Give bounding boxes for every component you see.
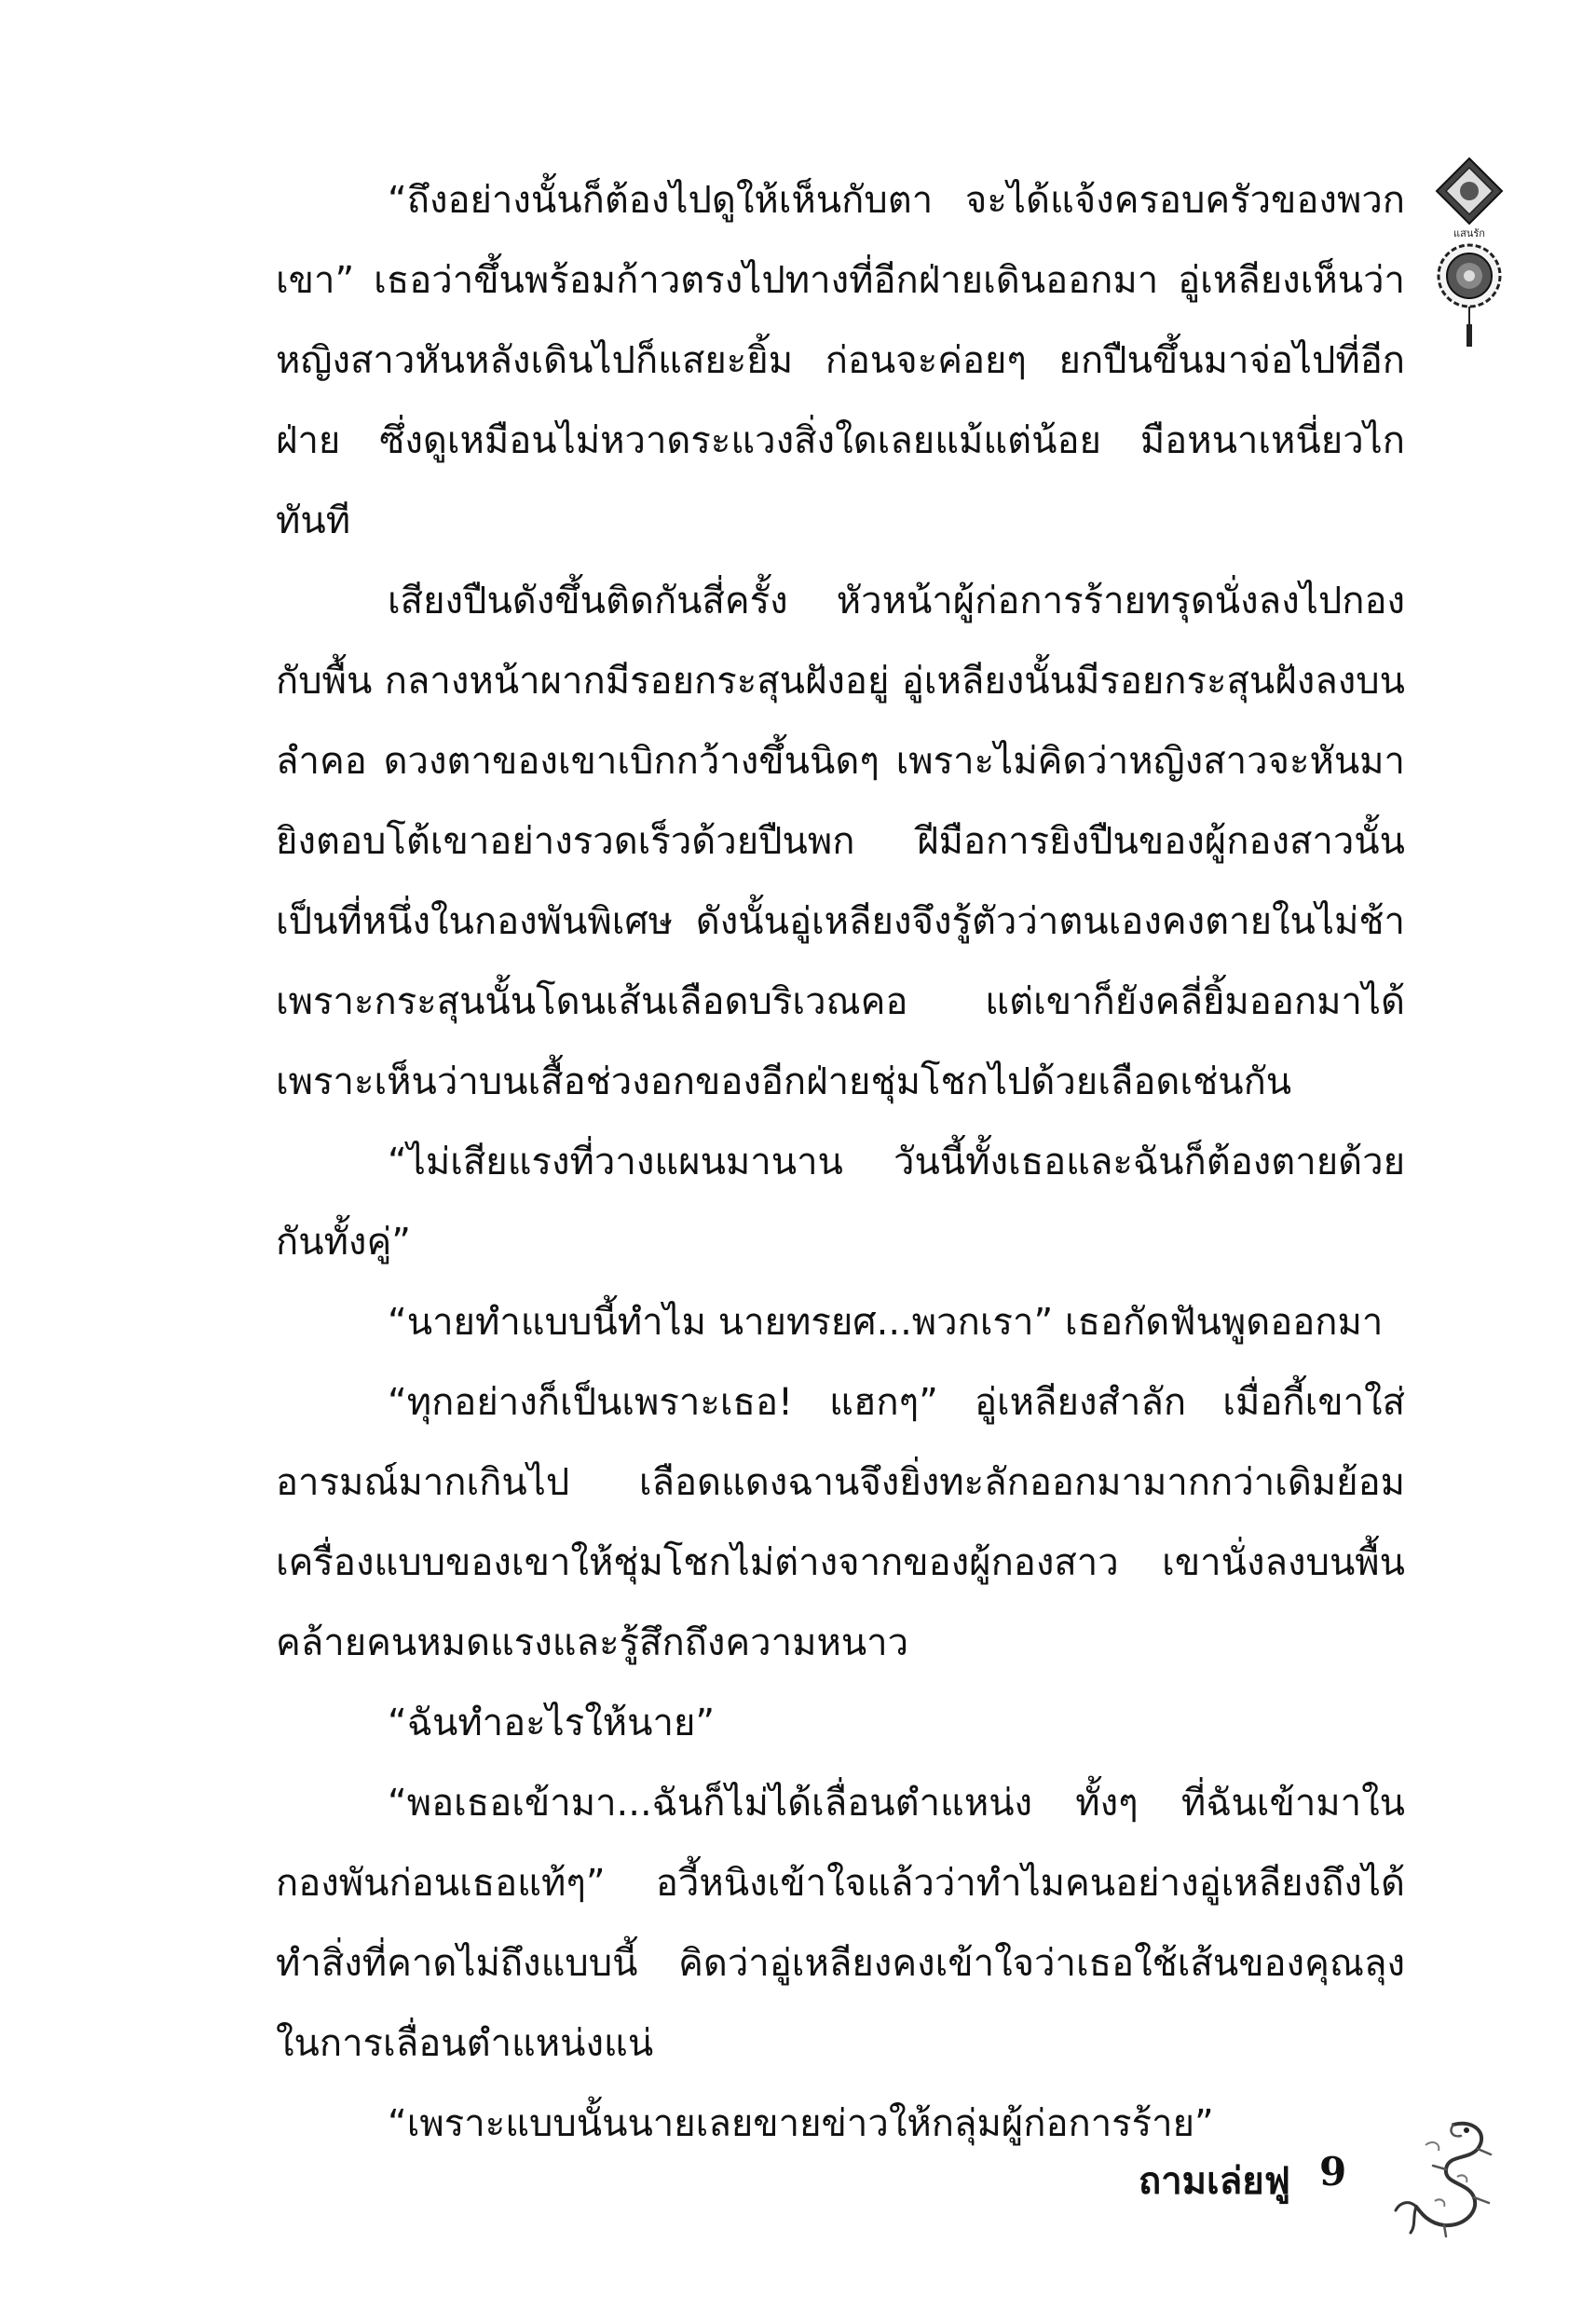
running-title: ถามเล่ยฟู <box>1139 2159 1290 2203</box>
paragraph: “ฉันทำอะไรให้นาย” <box>388 1702 716 1744</box>
ornament-wheel <box>1439 245 1500 307</box>
paragraph: “ทุกอย่างก็เป็นเพราะเธอ! แฮกๆ” อู่เหลียงสำลัก เมื่อกี้เขาใส่อารมณ์มากเกินไป เลือดแดงฉานจึงยิ่งทะลักออกมามากกว่าเดิมย้อมเครื่องแบบของเขาให้ชุ่มโชกไม่ต่างจากของผู้กองสาว เขานั่งลงบนพื้นคล้ายคนหมดแรงและรู้สึกถึงความหนาว <box>276 1381 1405 1664</box>
diamond-emblem <box>1437 158 1502 224</box>
page-footer <box>1118 2117 1509 2248</box>
page-body <box>276 160 1405 2164</box>
paragraph: “นายทำแบบนี้ทำไม นายทรยศ...พวกเรา” เธอกัดฟันพูดออกมา <box>388 1301 1384 1344</box>
paragraph: เสียงปืนดังขึ้นติดกันสี่ครั้ง หัวหน้าผู้ก่อการร้ายทรุดนั่งลงไปกองกับพื้น กลางหน้าผากมีรอยกระสุนฝังอยู่ อู่เหลียงนั้นมีรอยกระสุนฝังลงบนลำคอ ดวงตาของเขาเบิกกว้างขึ้นนิดๆ เพราะไม่คิดว่าหญิงสาวจะหันมายิงตอบโต้เขาอย่างรวดเร็วด้วยปืนพก ฝีมือการยิงปืนของผู้กองสาวนั้นเป็นที่หนึ่งในกองพันพิเศษ ดังนั้นอู่เหลียงจึงรู้ตัวว่าตนเองคงตายในไม่ช้า เพราะกระสุนนั้นโดนเส้นเลือดบริเวณคอ แต่เขาก็ยังคลี่ยิ้มออกมาได้เพราะเห็นว่าบนเสื้อช่วงอกของอีกฝ่ายชุ่มโชกไปด้วยเลือดเช่นกัน <box>276 580 1405 1103</box>
paragraph: “ไม่เสียแรงที่วางแผนมานาน วันนี้ทั้งเธอและฉันก็ต้องตายด้วยกันทั้งคู่” <box>276 1141 1405 1264</box>
paragraph: “เพราะแบบนั้นนายเลยขายข่าวให้กลุ่มผู้ก่อการร้าย” <box>388 2102 1214 2145</box>
chinese-knot-ornament-icon <box>1427 157 1511 352</box>
ornament-badge-text: แสนรัก <box>1453 227 1485 239</box>
page-number: 9 <box>1319 2149 1347 2195</box>
paragraph: “พอเธอเข้ามา...ฉันก็ไม่ได้เลื่อนตำแหน่ง ทั้งๆ ที่ฉันเข้ามาในกองพันก่อนเธอแท้ๆ” อวี้หนิงเข้าใจแล้วว่าทำไมคนอย่างอู่เหลียงถึงได้ทำสิ่งที่คาดไม่ถึงแบบนี้ คิดว่าอู่เหลียงคงเข้าใจว่าเธอใช้เส้นของคุณลุงในการเลื่อนตำแหน่งแน่ <box>276 1782 1405 2065</box>
paragraph: “ถึงอย่างนั้นก็ต้องไปดูให้เห็นกับตา จะได้แจ้งครอบครัวของพวกเขา” เธอว่าขึ้นพร้อมก้าวตรงไปทางที่อีกฝ่ายเดินออกมา อู่เหลียงเห็นว่าหญิงสาวหันหลังเดินไปก็แสยะยิ้ม ก่อนจะค่อยๆ ยกปืนขึ้นมาจ่อไปที่อีกฝ่าย ซึ่งดูเหมือนไม่หวาดระแวงสิ่งใดเลยแม้แต่น้อย มือหนาเหนี่ยวไกทันที <box>276 179 1405 542</box>
ornament-tassel <box>1466 307 1472 347</box>
dragon-icon <box>1388 2117 1500 2238</box>
